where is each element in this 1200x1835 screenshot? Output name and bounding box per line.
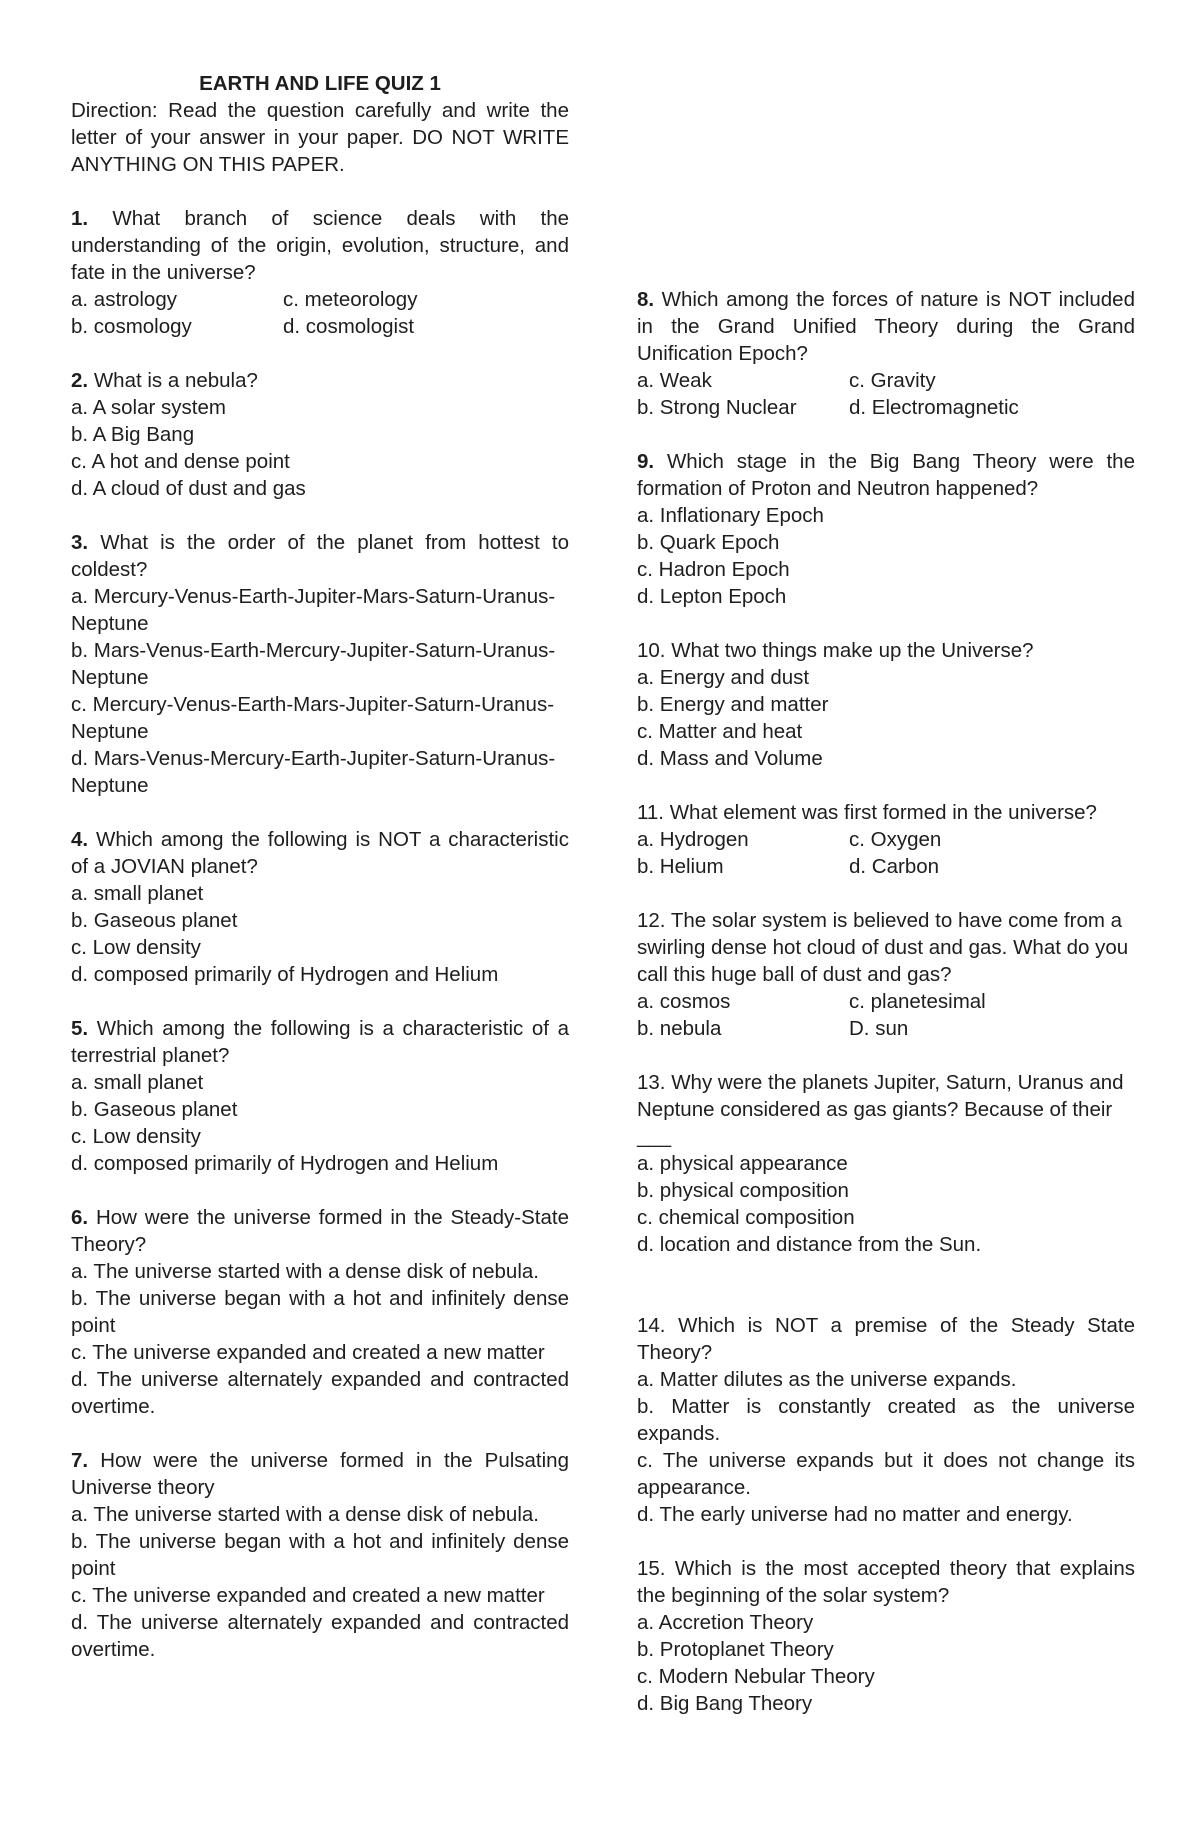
option: a. Weak — [637, 369, 712, 392]
option: b. Helium — [637, 855, 724, 878]
options — [637, 1609, 1135, 1717]
question-number: 15. — [637, 1557, 666, 1580]
option: c. Oxygen — [849, 828, 942, 851]
question-number: 11. — [637, 801, 664, 824]
option: c. A hot and dense point — [71, 450, 290, 473]
question-stem — [637, 799, 1135, 826]
option: c. Mercury-Venus-Earth-Mars-Jupiter-Saturn-Uranus-Neptune — [71, 693, 555, 743]
question-8 — [637, 286, 1135, 421]
option: c. meteorology — [283, 288, 418, 311]
question-text: How were the universe formed in the Steady-State Theory? — [71, 1206, 569, 1256]
question-text: Which among the following is a characteristic of a terrestrial planet? — [71, 1017, 569, 1067]
question-number: 13. — [637, 1071, 666, 1094]
options — [637, 502, 1135, 610]
question-stem — [71, 367, 569, 394]
options — [71, 583, 569, 799]
option: d. Carbon — [849, 855, 940, 878]
question-text: Which is the most accepted theory that explains the beginning of the solar system? — [637, 1557, 1135, 1607]
option: d. composed primarily of Hydrogen and Helium — [71, 963, 499, 986]
option: d. location and distance from the Sun. — [637, 1233, 982, 1256]
direction-text: Direction: Read the question carefully and write the letter of your answer in your paper. DO NOT WRITE ANYTHING ON THIS PAPER. — [71, 99, 569, 176]
question-6 — [71, 1204, 569, 1420]
question-stem — [637, 1069, 1135, 1150]
option: d. A cloud of dust and gas — [71, 477, 306, 500]
option: a. A solar system — [71, 396, 226, 419]
option: a. Inflationary Epoch — [637, 504, 824, 527]
right-column — [637, 286, 1135, 1744]
option: d. Electromagnetic — [849, 396, 1019, 419]
question-stem — [71, 529, 569, 583]
option: b. The universe began with a hot and infinitely dense point — [71, 1287, 569, 1337]
question-number: 12. — [637, 909, 666, 932]
question-stem — [71, 1015, 569, 1069]
option: b. Protoplanet Theory — [637, 1638, 834, 1661]
option: d. Big Bang Theory — [637, 1692, 813, 1715]
options — [637, 1366, 1135, 1528]
option: b. cosmology — [71, 315, 192, 338]
question-stem — [637, 1555, 1135, 1609]
options — [71, 286, 569, 340]
option: b. The universe began with a hot and infinitely dense point — [71, 1530, 569, 1580]
options — [71, 880, 569, 988]
option: d. The universe alternately expanded and contracted overtime. — [71, 1611, 569, 1661]
question-text: What two things make up the Universe? — [671, 639, 1034, 662]
option: c. The universe expanded and created a new matter — [71, 1341, 545, 1364]
left-column — [71, 70, 569, 1690]
option: a. cosmos — [637, 990, 731, 1013]
question-5 — [71, 1015, 569, 1177]
option: c. Low density — [71, 936, 201, 959]
option: c. chemical composition — [637, 1206, 855, 1229]
option: a. Mercury-Venus-Earth-Jupiter-Mars-Saturn-Uranus-Neptune — [71, 585, 556, 635]
question-14 — [637, 1312, 1135, 1528]
options — [637, 988, 1135, 1042]
option: b. A Big Bang — [71, 423, 195, 446]
question-text: What is a nebula? — [93, 369, 258, 392]
question-number: 7. — [71, 1449, 89, 1472]
option: b. Strong Nuclear — [637, 396, 797, 419]
options — [71, 1501, 569, 1663]
question-stem — [71, 826, 569, 880]
option: a. Matter dilutes as the universe expands. — [637, 1368, 1017, 1391]
question-2 — [71, 367, 569, 502]
question-1 — [71, 205, 569, 340]
question-text: What is the order of the planet from hottest to coldest? — [71, 531, 569, 581]
option: c. The universe expands but it does not change its appearance. — [637, 1449, 1135, 1499]
options — [71, 394, 569, 502]
question-15 — [637, 1555, 1135, 1717]
question-number: 5. — [71, 1017, 89, 1040]
question-stem — [71, 1204, 569, 1258]
question-text: Which among the forces of nature is NOT included in the Grand Unified Theory during the Grand Unification Epoch? — [637, 288, 1135, 365]
option: d. The universe alternately expanded and contracted overtime. — [71, 1368, 569, 1418]
options — [637, 664, 1135, 772]
question-10 — [637, 637, 1135, 772]
option: a. Energy and dust — [637, 666, 810, 689]
option: b. Energy and matter — [637, 693, 829, 716]
question-stem — [637, 637, 1135, 664]
option: D. sun — [849, 1017, 909, 1040]
question-text: What element was first formed in the universe? — [669, 801, 1097, 824]
options — [71, 1069, 569, 1177]
option: b. Mars-Venus-Earth-Mercury-Jupiter-Saturn-Uranus-Neptune — [71, 639, 556, 689]
option: a. small planet — [71, 1071, 204, 1094]
option: c. Low density — [71, 1125, 201, 1148]
question-stem — [637, 1312, 1135, 1366]
option: d. Lepton Epoch — [637, 585, 787, 608]
question-number: 10. — [637, 639, 666, 662]
option: a. The universe started with a dense disk of nebula. — [71, 1503, 539, 1526]
question-text: Why were the planets Jupiter, Saturn, Uranus and Neptune considered as gas giants? Because of their ___ — [637, 1071, 1124, 1148]
option: b. Gaseous planet — [71, 909, 238, 932]
question-text: Which stage in the Big Bang Theory were the formation of Proton and Neutron happened? — [637, 450, 1135, 500]
option: c. Hadron Epoch — [637, 558, 790, 581]
option: c. The universe expanded and created a new matter — [71, 1584, 545, 1607]
question-7 — [71, 1447, 569, 1663]
option: d. The early universe had no matter and energy. — [637, 1503, 1073, 1526]
question-text: What branch of science deals with the understanding of the origin, evolution, structure, and fate in the universe? — [71, 207, 569, 284]
option: a. physical appearance — [637, 1152, 848, 1175]
option: d. Mars-Venus-Mercury-Earth-Jupiter-Saturn-Uranus-Neptune — [71, 747, 556, 797]
question-number: 4. — [71, 828, 89, 851]
question-number: 9. — [637, 450, 655, 473]
option: b. physical composition — [637, 1179, 849, 1202]
option: b. Matter is constantly created as the universe expands. — [637, 1395, 1135, 1445]
question-stem — [637, 907, 1135, 988]
question-stem — [71, 1447, 569, 1501]
option: c. planetesimal — [849, 990, 986, 1013]
option: d. composed primarily of Hydrogen and Helium — [71, 1152, 499, 1175]
question-text: Which among the following is NOT a characteristic of a JOVIAN planet? — [71, 828, 569, 878]
question-text: The solar system is believed to have come from a swirling dense hot cloud of dust and gas. What do you call this huge ball of dust and gas? — [637, 909, 1129, 986]
question-stem — [637, 286, 1135, 367]
option: a. astrology — [71, 288, 177, 311]
question-4 — [71, 826, 569, 988]
question-9 — [637, 448, 1135, 610]
question-text: Which is NOT a premise of the Steady State Theory? — [637, 1314, 1135, 1364]
question-11 — [637, 799, 1135, 880]
options — [71, 1258, 569, 1420]
option: b. Gaseous planet — [71, 1098, 238, 1121]
question-text: How were the universe formed in the Pulsating Universe theory — [71, 1449, 569, 1499]
question-12 — [637, 907, 1135, 1042]
question-13 — [637, 1069, 1135, 1258]
options — [637, 367, 1135, 421]
option: a. Accretion Theory — [637, 1611, 814, 1634]
question-3 — [71, 529, 569, 799]
question-number: 1. — [71, 207, 89, 230]
option: c. Gravity — [849, 369, 936, 392]
option: a. Hydrogen — [637, 828, 749, 851]
option: a. small planet — [71, 882, 204, 905]
option: c. Modern Nebular Theory — [637, 1665, 875, 1688]
option: b. nebula — [637, 1017, 722, 1040]
option: c. Matter and heat — [637, 720, 803, 743]
question-number: 6. — [71, 1206, 89, 1229]
option: d. cosmologist — [283, 315, 415, 338]
option: b. Quark Epoch — [637, 531, 780, 554]
question-stem — [71, 205, 569, 286]
quiz-title: EARTH AND LIFE QUIZ 1 — [199, 72, 441, 95]
options — [637, 826, 1135, 880]
question-number: 2. — [71, 369, 89, 392]
option: d. Mass and Volume — [637, 747, 823, 770]
options — [637, 1150, 1135, 1258]
option: a. The universe started with a dense disk of nebula. — [71, 1260, 539, 1283]
question-number: 8. — [637, 288, 655, 311]
question-stem — [637, 448, 1135, 502]
question-number: 3. — [71, 531, 89, 554]
question-number: 14. — [637, 1314, 666, 1337]
